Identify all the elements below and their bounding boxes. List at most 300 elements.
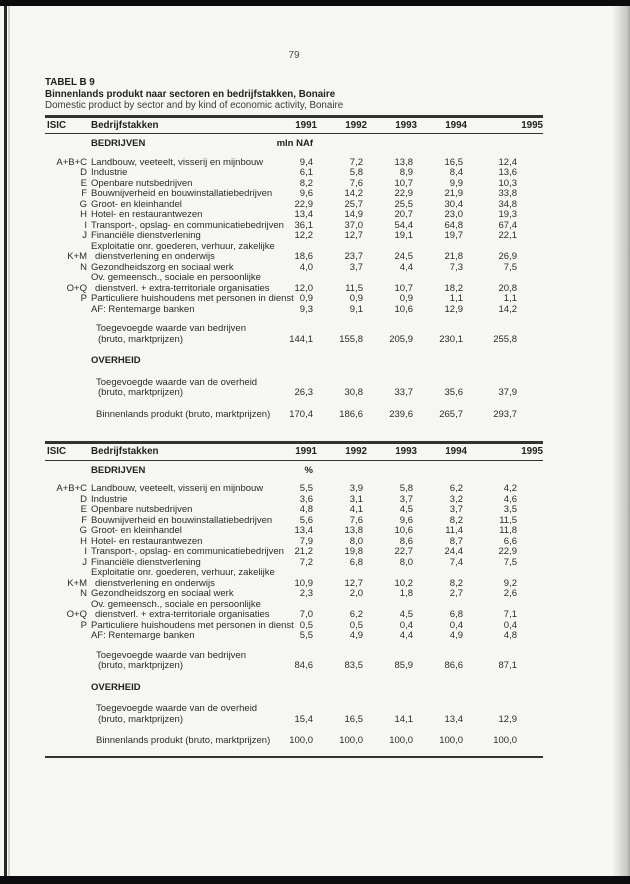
- isic-code: K+M: [67, 577, 87, 589]
- sector-label: [91, 410, 269, 421]
- value-cell: 23,7: [344, 251, 363, 262]
- value-cell: 6,8: [349, 556, 363, 568]
- value-cell: 9,6: [299, 188, 313, 199]
- title-block: [45, 77, 543, 112]
- gdp-total-row: [45, 410, 543, 421]
- business-section-row: [45, 139, 543, 150]
- sector-label-line: Ov. gemeensch., sociale en persoonlijke: [91, 598, 261, 610]
- value-cell: 19,8: [344, 546, 363, 557]
- value-cell: 21,2: [294, 546, 313, 557]
- sector-label: [91, 273, 269, 294]
- sector-label-line: (bruto, marktprijzen): [98, 713, 183, 725]
- sector-label-line: Transport-, opslag- en communicatiebedrijven: [91, 219, 284, 231]
- value-cell: 4,8: [299, 504, 313, 515]
- value-cell: 8,2: [299, 177, 313, 189]
- isic-code: F: [81, 188, 87, 199]
- isic-code: J: [82, 230, 87, 241]
- table-percent: [45, 441, 543, 758]
- sector-label: [91, 600, 269, 621]
- sector-label-line: Gezondheidszorg en sociaal werk: [91, 261, 234, 273]
- value-cell: 24,4: [444, 546, 463, 557]
- value-cell: 255,8: [493, 333, 517, 345]
- value-cell: 10,7: [394, 282, 413, 294]
- sector-label-line: Openbare nutsbedrijven: [91, 177, 193, 189]
- value-cell: 13,8: [394, 156, 413, 168]
- value-cell: 22,9: [294, 198, 313, 210]
- sector-label: [91, 231, 269, 242]
- isic-code: I: [84, 219, 87, 231]
- sector-label-line: Landbouw, veeteelt, visserij en mijnbouw: [91, 483, 264, 494]
- sector-label-line: Groot- en kleinhandel: [91, 198, 182, 210]
- value-cell: 25,7: [344, 198, 363, 210]
- column-header-year: 1991: [295, 446, 317, 457]
- sector-label-line: Financiële dienstverlening: [91, 230, 201, 241]
- table-rows: [45, 158, 543, 316]
- gdp-total-row: [45, 736, 543, 747]
- value-cell: 0,4: [503, 619, 517, 631]
- sector-label-line: Toegevoegde waarde van bedrijven: [96, 323, 246, 334]
- value-cell: 8,2: [449, 514, 463, 526]
- value-cell: 239,6: [389, 408, 413, 420]
- business-section-row: [45, 466, 543, 477]
- table-row: [45, 273, 543, 294]
- section-heading-business: BEDRIJVEN: [91, 138, 146, 149]
- isic-code: H: [80, 535, 87, 547]
- value-cell: 7,5: [503, 556, 517, 568]
- value-cell: 19,3: [498, 209, 517, 220]
- sector-label-line: Toegevoegde waarde van de overheid: [96, 376, 258, 388]
- value-cell: 4,0: [299, 261, 313, 273]
- column-header-isic: ISIC: [47, 119, 67, 131]
- value-cell: 12,9: [444, 303, 463, 315]
- value-cell: 265,7: [439, 408, 463, 420]
- table-rows: [45, 484, 543, 642]
- value-cell: 8,6: [399, 535, 413, 547]
- isic-code: E: [80, 177, 87, 189]
- table-row: [45, 568, 543, 589]
- value-cell: 3,7: [449, 504, 463, 515]
- value-cell: 16,5: [344, 713, 363, 725]
- value-cell: 4,5: [399, 504, 413, 515]
- value-cell: 4,9: [349, 630, 363, 641]
- sector-label: [91, 567, 275, 589]
- table-row: [45, 484, 543, 495]
- sector-label: [91, 505, 269, 516]
- value-cell: 3,2: [449, 493, 463, 505]
- value-cell: 12,9: [498, 713, 517, 725]
- sector-label-line: Toegevoegde waarde van de overheid: [96, 703, 258, 714]
- value-cell: 87,1: [498, 660, 517, 671]
- table-header-row: [45, 115, 543, 135]
- sector-label-line: Financiële dienstverlening: [91, 556, 201, 568]
- sector-label: [91, 293, 294, 305]
- government-section-row: [45, 683, 543, 694]
- sector-label-line: Hotel- en restaurantwezen: [91, 209, 203, 220]
- sector-label-line: Bouwnijverheid en bouwinstallatiebedrijven: [91, 514, 273, 526]
- isic-code: G: [79, 198, 87, 210]
- value-cell: 3,6: [299, 493, 313, 505]
- table-row: [45, 242, 543, 263]
- value-cell: 3,5: [503, 504, 517, 515]
- value-cell: 293,7: [493, 408, 517, 420]
- value-cell: 22,9: [498, 546, 517, 557]
- sector-label-line: Exploitatie onr. goederen, verhuur, zakelijke: [91, 240, 275, 252]
- sector-label: [91, 240, 275, 263]
- column-header-sector: Bedrijfstakken: [91, 119, 159, 131]
- value-cell: 5,5: [299, 483, 313, 494]
- value-cell: 22,7: [394, 546, 413, 557]
- sector-label-line: Ov. gemeensch., sociale en persoonlijke: [91, 272, 261, 283]
- section-heading-government: OVERHEID: [91, 681, 141, 693]
- value-cell: 33,8: [498, 188, 517, 199]
- sector-label: [91, 526, 269, 537]
- value-cell: 0,5: [349, 619, 363, 631]
- value-cell: 1,1: [449, 293, 463, 304]
- value-cell: 4,1: [349, 504, 363, 515]
- value-cell: 24,5: [394, 251, 413, 262]
- value-cell: 15,4: [294, 713, 313, 725]
- isic-code: D: [80, 167, 87, 178]
- scan-edge-right-shadow: [612, 6, 630, 876]
- value-cell: 9,9: [449, 177, 463, 189]
- column-header-year: 1992: [345, 446, 367, 457]
- column-header-year: 1994: [445, 119, 467, 131]
- value-cell: 186,6: [339, 408, 363, 420]
- value-cell: 2,0: [349, 588, 363, 599]
- sector-label-line: Landbouw, veeteelt, visserij en mijnbouw: [91, 156, 264, 168]
- sector-label-line: AF: Rentemarge banken: [91, 630, 195, 641]
- sector-label: [91, 210, 269, 221]
- table-header-row: [45, 441, 543, 461]
- value-cell: 9,6: [399, 514, 413, 526]
- value-cell: 5,5: [299, 630, 313, 641]
- sector-label: [91, 736, 269, 747]
- table-row: [45, 526, 543, 537]
- value-cell: 7,6: [349, 177, 363, 189]
- value-cell: 10,2: [394, 577, 413, 589]
- value-cell: 11,4: [445, 525, 463, 536]
- value-cell: 14,1: [394, 713, 413, 725]
- table-row: [45, 168, 543, 179]
- sector-label: [91, 589, 269, 600]
- sector-label-line: Binnenlands produkt (bruto, marktprijzen): [96, 735, 271, 746]
- value-cell: 13,4: [294, 525, 313, 536]
- value-cell: 9,2: [503, 577, 517, 589]
- value-cell: 14,2: [344, 188, 363, 199]
- sector-label-line: Industrie: [91, 167, 128, 178]
- sector-label: [91, 324, 269, 345]
- column-header-year: 1995: [521, 446, 543, 457]
- table-row: [45, 505, 543, 516]
- government-section-row: [45, 356, 543, 367]
- value-cell: 8,2: [449, 577, 463, 589]
- value-cell: 22,1: [498, 230, 517, 241]
- table-bottom-rule: [45, 756, 543, 758]
- value-cell: 100,0: [439, 735, 463, 746]
- value-cell: 34,8: [498, 198, 517, 210]
- sector-label-line: (bruto, marktprijzen): [98, 660, 183, 671]
- value-cell: 35,6: [444, 387, 463, 398]
- value-cell: 7,9: [299, 535, 313, 547]
- table-row: [45, 600, 543, 621]
- table-row: [45, 631, 543, 642]
- value-cell: 7,0: [299, 609, 313, 620]
- isic-code: E: [80, 504, 87, 515]
- sector-label-line: Openbare nutsbedrijven: [91, 504, 193, 515]
- value-cell: 100,0: [493, 735, 517, 746]
- value-cell: 8,7: [449, 535, 463, 547]
- value-cell: 7,6: [349, 514, 363, 526]
- value-cell: 13,4: [294, 209, 313, 220]
- sector-label-line: Particuliere huishoudens met personen in dienst: [91, 619, 294, 631]
- isic-code: I: [84, 546, 87, 557]
- value-cell: 4,8: [503, 630, 517, 641]
- scan-edge-bottom: [0, 876, 630, 884]
- value-cell: 20,7: [394, 209, 413, 220]
- sector-label-line: Binnenlands produkt (bruto, marktprijzen): [96, 408, 271, 420]
- value-cell: 1,1: [503, 293, 517, 304]
- column-header-year: 1993: [395, 119, 417, 131]
- value-cell: 7,4: [449, 556, 463, 568]
- value-cell: 3,1: [349, 493, 363, 505]
- isic-code: F: [81, 514, 87, 526]
- sector-label: [91, 651, 269, 672]
- unit-label: mln NAf: [276, 138, 313, 149]
- value-cell: 1,8: [399, 588, 413, 599]
- column-header-isic: ISIC: [47, 446, 67, 457]
- value-cell: 11,5: [345, 282, 363, 294]
- sector-label-line: (bruto, marktprijzen): [98, 387, 183, 398]
- value-cell: 6,2: [449, 483, 463, 494]
- section-heading-business: BEDRIJVEN: [91, 464, 146, 476]
- value-cell: 9,4: [299, 156, 313, 168]
- isic-code: H: [80, 209, 87, 220]
- table-row: [45, 589, 543, 600]
- value-cell: 2,7: [449, 588, 463, 599]
- value-cell: 4,4: [399, 630, 413, 641]
- value-cell: 4,2: [503, 483, 517, 494]
- value-cell: 3,9: [349, 483, 363, 494]
- value-cell: 4,9: [449, 630, 463, 641]
- sector-label-line: dienstverl. + extra-territoriale organisaties: [95, 609, 270, 620]
- value-cell: 8,4: [449, 167, 463, 178]
- table-title-dutch: Binnenlands produkt naar sectoren en bedrijfstakken, Bonaire: [45, 88, 336, 100]
- sector-label-line: Transport-, opslag- en communicatiebedrijven: [91, 546, 284, 557]
- business-total-row: [45, 324, 543, 345]
- sector-label-line: Gezondheidszorg en sociaal werk: [91, 588, 234, 599]
- value-cell: 10,7: [394, 177, 413, 189]
- value-cell: 6,1: [299, 167, 313, 178]
- value-cell: 64,8: [444, 219, 463, 231]
- value-cell: 26,3: [294, 387, 313, 398]
- value-cell: 37,0: [344, 219, 363, 231]
- sector-label: [91, 378, 269, 399]
- value-cell: 144,1: [289, 333, 313, 345]
- isic-code: N: [80, 261, 87, 273]
- value-cell: 7,5: [503, 261, 517, 273]
- value-cell: 205,9: [389, 333, 413, 345]
- value-cell: 26,9: [498, 251, 517, 262]
- value-cell: 7,1: [503, 609, 517, 620]
- value-cell: 30,8: [344, 387, 363, 398]
- sector-label: [91, 305, 269, 316]
- value-cell: 25,5: [394, 198, 413, 210]
- sector-label-line: Groot- en kleinhandel: [91, 525, 182, 536]
- value-cell: 30,4: [444, 198, 463, 210]
- value-cell: 5,6: [299, 514, 313, 526]
- value-cell: 22,9: [394, 188, 413, 199]
- value-cell: 100,0: [289, 735, 313, 746]
- value-cell: 67,4: [498, 219, 517, 231]
- value-cell: 10,9: [294, 577, 313, 589]
- value-cell: 14,9: [344, 209, 363, 220]
- scan-edge-left-line: [4, 6, 7, 876]
- value-cell: 86,6: [444, 660, 463, 671]
- value-cell: 0,9: [399, 293, 413, 304]
- value-cell: 37,9: [498, 387, 517, 398]
- value-cell: 83,5: [344, 660, 363, 671]
- value-cell: 12,7: [344, 230, 363, 241]
- table-row: [45, 189, 543, 200]
- column-header-year: 1995: [521, 119, 543, 131]
- column-header-year: 1993: [395, 446, 417, 457]
- column-header-year: 1994: [445, 446, 467, 457]
- column-header-year: 1991: [295, 119, 317, 131]
- table-row: [45, 231, 543, 242]
- value-cell: 8,0: [399, 556, 413, 568]
- value-cell: 20,8: [498, 282, 517, 294]
- page-content: [45, 0, 543, 758]
- value-cell: 5,8: [399, 483, 413, 494]
- isic-code: O+Q: [66, 282, 87, 294]
- sector-label: [91, 631, 269, 642]
- isic-code: D: [80, 493, 87, 505]
- value-cell: 12,2: [294, 230, 313, 241]
- isic-code: N: [80, 588, 87, 599]
- value-cell: 2,3: [299, 588, 313, 599]
- value-cell: 6,2: [349, 609, 363, 620]
- table-id: TABEL B 9: [45, 77, 95, 88]
- value-cell: 13,4: [444, 713, 463, 725]
- value-cell: 2,6: [503, 588, 517, 599]
- value-cell: 33,7: [394, 387, 413, 398]
- value-cell: 4,5: [399, 609, 413, 620]
- value-cell: 0,5: [299, 619, 313, 631]
- government-total-row: [45, 378, 543, 399]
- unit-label: %: [304, 464, 313, 476]
- value-cell: 6,8: [449, 609, 463, 620]
- sector-label-line: dienstverlening en onderwijs: [95, 577, 215, 589]
- sector-label: [91, 168, 269, 179]
- value-cell: 21,8: [444, 251, 463, 262]
- sector-label: [91, 188, 273, 200]
- sector-label-line: Industrie: [91, 493, 128, 505]
- isic-code: A+B+C: [56, 483, 87, 494]
- value-cell: 4,4: [399, 261, 413, 273]
- isic-code: O+Q: [66, 609, 87, 620]
- value-cell: 23,0: [444, 209, 463, 220]
- government-total-row: [45, 704, 543, 725]
- isic-code: G: [79, 525, 87, 536]
- business-total-row: [45, 651, 543, 672]
- sector-label-line: dienstverlening en onderwijs: [95, 251, 215, 262]
- value-cell: 10,3: [498, 177, 517, 189]
- value-cell: 0,4: [399, 619, 413, 631]
- value-cell: 12,0: [294, 282, 313, 294]
- table-title-english: Domestic product by sector and by kind of economic activity, Bonaire: [45, 100, 344, 111]
- value-cell: 11,8: [499, 525, 517, 536]
- sector-label-line: Bouwnijverheid en bouwinstallatiebedrijven: [91, 188, 273, 199]
- value-cell: 170,4: [289, 408, 313, 420]
- value-cell: 7,2: [299, 556, 313, 568]
- sector-label: [91, 546, 284, 558]
- sector-label-line: AF: Rentemarge banken: [91, 303, 195, 315]
- value-cell: 36,1: [294, 219, 313, 231]
- page-number: 79: [288, 50, 300, 61]
- value-cell: 4,6: [503, 493, 517, 505]
- value-cell: 0,4: [449, 619, 463, 631]
- value-cell: 14,2: [498, 303, 517, 315]
- value-cell: 18,2: [444, 282, 463, 294]
- sector-label-line: Toegevoegde waarde van bedrijven: [96, 649, 246, 661]
- value-cell: 12,7: [344, 577, 363, 589]
- value-cell: 3,7: [399, 493, 413, 505]
- value-cell: 54,4: [394, 219, 413, 231]
- value-cell: 19,7: [444, 230, 463, 241]
- value-cell: 100,0: [339, 735, 363, 746]
- value-cell: 85,9: [394, 660, 413, 671]
- value-cell: 13,8: [344, 525, 363, 536]
- value-cell: 8,9: [399, 167, 413, 178]
- column-header-year: 1992: [345, 119, 367, 131]
- value-cell: 230,1: [439, 333, 463, 345]
- column-header-sector: Bedrijfstakken: [91, 446, 159, 457]
- value-cell: 10,6: [394, 525, 413, 536]
- value-cell: 13,6: [498, 167, 517, 178]
- value-cell: 10,6: [394, 303, 413, 315]
- isic-code: K+M: [67, 251, 87, 262]
- value-cell: 5,8: [349, 167, 363, 178]
- isic-code: P: [80, 619, 87, 631]
- value-cell: 8,0: [349, 535, 363, 547]
- isic-code: P: [80, 293, 87, 304]
- value-cell: 18,6: [294, 251, 313, 262]
- value-cell: 7,3: [449, 261, 463, 273]
- value-cell: 100,0: [389, 735, 413, 746]
- value-cell: 7,2: [349, 156, 363, 168]
- sector-label: [91, 484, 269, 495]
- isic-code: J: [82, 556, 87, 568]
- table-mln-naf: [45, 115, 543, 421]
- section-heading-government: OVERHEID: [91, 355, 141, 366]
- scan-edge-left-shadow: [8, 6, 10, 876]
- value-cell: 11,5: [499, 514, 517, 526]
- value-cell: 3,7: [349, 261, 363, 273]
- value-cell: 9,1: [349, 303, 363, 315]
- value-cell: 19,1: [394, 230, 413, 241]
- sector-label-line: Particuliere huishoudens met personen in dienst: [91, 293, 294, 304]
- table-row: [45, 210, 543, 221]
- value-cell: 0,9: [349, 293, 363, 304]
- table-row: [45, 547, 543, 558]
- sector-label-line: dienstverl. + extra-territoriale organisaties: [95, 282, 270, 294]
- value-cell: 12,4: [498, 156, 517, 168]
- sector-label-line: Hotel- en restaurantwezen: [91, 535, 203, 547]
- table-row: [45, 305, 543, 316]
- value-cell: 0,9: [299, 293, 313, 304]
- sector-label-line: Exploitatie onr. goederen, verhuur, zakelijke: [91, 567, 275, 578]
- value-cell: 84,6: [294, 660, 313, 671]
